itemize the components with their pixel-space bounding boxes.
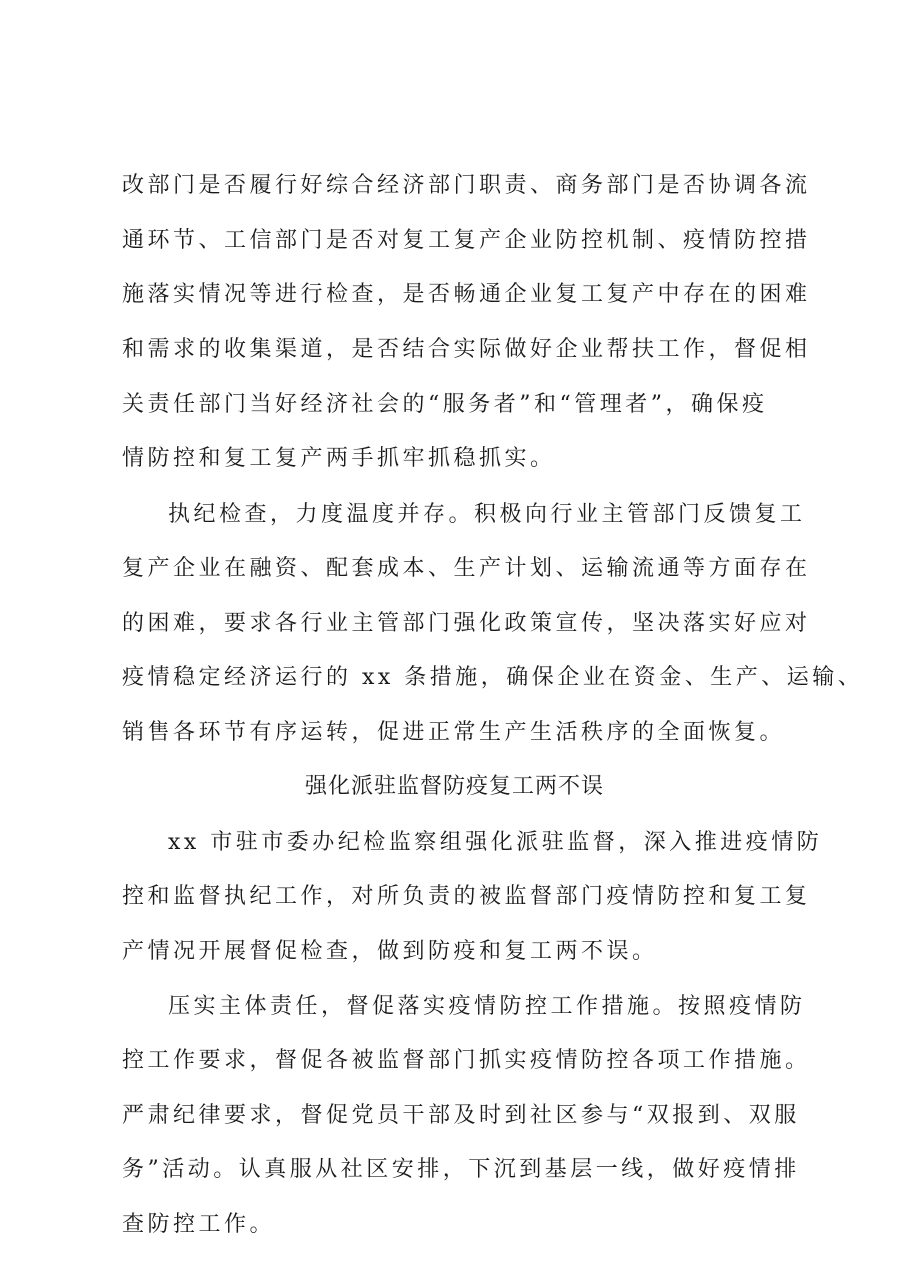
paragraph-line: 控工作要求，督促各被监督部门抓实疫情防控各项工作措施。 xyxy=(122,1048,811,1073)
paragraph-line: 和需求的收集渠道，是否结合实际做好企业帮扶工作，督促相 xyxy=(122,337,811,362)
paragraph-line: 查防控工作。 xyxy=(122,1212,276,1237)
paragraph-line: 情防控和复工复产两手抓牢抓稳抓实。 xyxy=(122,446,556,471)
paragraph-line: 疫情稳定经济运行的 xx 条措施，确保企业在资金、生产、运输、 xyxy=(122,665,864,690)
paragraph-line: 通环节、工信部门是否对复工复产企业防控机制、疫情防控措 xyxy=(122,228,811,253)
paragraph-line: 控和监督执纪工作，对所负责的被监督部门疫情防控和复工复 xyxy=(122,884,811,909)
paragraph-line: 复产企业在融资、配套成本、生产计划、运输流通等方面存在 xyxy=(122,556,811,581)
paragraph-line: 改部门是否履行好综合经济部门职责、商务部门是否协调各流 xyxy=(122,173,811,198)
paragraph-line: 压实主体责任，督促落实疫情防控工作措施。按照疫情防 xyxy=(168,994,806,1019)
paragraph-line: 的困难，要求各行业主管部门强化政策宣传，坚决落实好应对 xyxy=(122,611,811,636)
paragraph-line: 务”活动。认真服从社区安排，下沉到基层一线，做好疫情排 xyxy=(122,1157,800,1182)
paragraph-line: 销售各环节有序运转，促进正常生产生活秩序的全面恢复。 xyxy=(122,720,786,745)
paragraph-line: 关责任部门当好经济社会的“服务者”和“管理者”，确保疫 xyxy=(122,392,768,417)
paragraph-line: 严肃纪律要求，督促党员干部及时到社区参与“双报到、双服 xyxy=(122,1103,800,1128)
paragraph-line: 执纪检查，力度温度并存。积极向行业主管部门反馈复工 xyxy=(168,502,806,527)
section-heading: 强化派驻监督防疫复工两不误 xyxy=(304,774,604,799)
paragraph-line: 施落实情况等进行检查，是否畅通企业复工复产中存在的困难 xyxy=(122,282,811,307)
paragraph-line: xx 市驻市委办纪检监察组强化派驻监督，深入推进疫情防 xyxy=(168,830,823,855)
paragraph-line: 产情况开展督促检查，做到防疫和复工两不误。 xyxy=(122,939,658,964)
